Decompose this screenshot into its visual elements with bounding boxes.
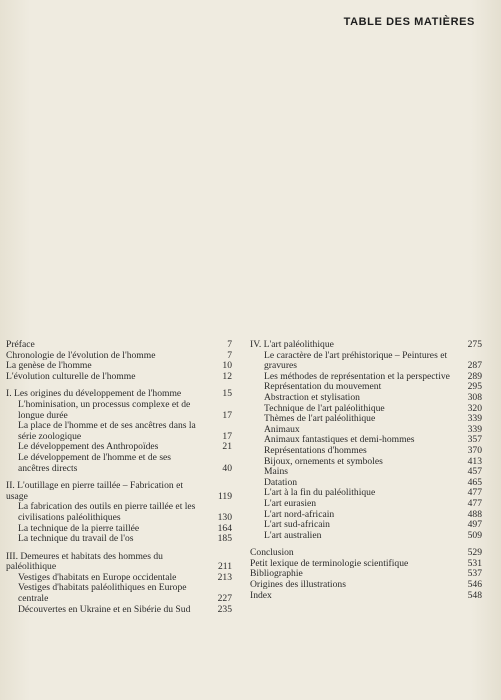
toc-entry [6, 372, 232, 383]
toc-entry-title: Animaux [264, 423, 300, 435]
toc-entry-title: Bibliographie [250, 568, 303, 580]
toc-entry-page: 457 [467, 466, 482, 478]
toc-entry-page: 465 [467, 476, 482, 488]
toc-entry-page: 7 [227, 339, 232, 350]
toc-entry [6, 583, 232, 604]
toc-entry-title: L'art eurasien [264, 497, 317, 509]
toc-entry-page: 295 [467, 381, 482, 393]
toc-entry [250, 531, 482, 542]
toc-entry-title: Animaux fantastiques et demi-hommes [264, 434, 415, 446]
toc-entry-title: IV. L'art paléolithique [250, 339, 334, 350]
toc-entry [250, 351, 482, 372]
toc-entry-title: Préface [6, 339, 35, 350]
toc-entry-title: Chronologie de l'évolution de l'homme [6, 349, 156, 361]
toc-entry-page: 17 [222, 430, 232, 442]
toc-entry-title: Le développement des Anthropoïdes [18, 441, 159, 453]
toc-entry-title: Vestiges d'habitats paléolithiques en Europe centrale [18, 582, 187, 605]
toc-entry-page: 289 [467, 370, 482, 382]
toc-entry [6, 340, 232, 351]
toc-entry-page: 287 [467, 360, 482, 372]
toc-entry-page: 357 [467, 434, 482, 446]
toc-entry-page: 40 [222, 462, 232, 474]
toc-entry-title: I. Les origines du développement de l'homme [6, 388, 182, 400]
toc-right-column [250, 340, 482, 601]
toc-entry-title: Le caractère de l'art préhistorique – Peintures et gravures [264, 349, 448, 372]
toc-entry-title: Mains [264, 466, 288, 478]
page-title: TABLE DES MATIÈRES [343, 16, 475, 28]
toc-entry-page: 213 [217, 571, 232, 583]
toc-entry-title: Abstraction et stylisation [264, 391, 360, 403]
toc-entry-page: 17 [222, 409, 232, 421]
toc-entry-title: II. L'outillage en pierre taillée – Fabrication et usage [6, 480, 184, 502]
toc-entry [250, 580, 482, 591]
toc-entry [250, 340, 482, 351]
toc-entry-title: Bijoux, ornements et symboles [264, 455, 383, 467]
toc-entry [6, 421, 232, 442]
toc-entry-page: 130 [217, 511, 232, 523]
toc-entry-title: La genèse de l'homme [6, 360, 92, 372]
toc-entry-title: Les méthodes de représentation et la perspective [264, 370, 450, 382]
toc-entry-title: L'art australien [264, 529, 322, 541]
toc-entry-title: La place de l'homme et de ses ancêtres dans la série zoologique [18, 420, 196, 442]
toc-entry [250, 499, 482, 510]
toc-entry-page: 21 [222, 441, 232, 453]
toc-entry [6, 400, 232, 421]
toc-entry-title: L'hominisation, un processus complexe et de longue durée [18, 398, 191, 421]
toc-entry-page: 12 [222, 370, 232, 382]
toc-entry-page: 509 [467, 529, 482, 541]
toc-entry-title: Petit lexique de terminologie scientifique [250, 557, 409, 569]
toc-entry [6, 481, 232, 502]
toc-entry-page: 7 [227, 349, 232, 361]
toc-entry-page: 488 [467, 508, 482, 520]
toc-entry-page: 10 [222, 360, 232, 372]
toc-entry-page: 477 [467, 487, 482, 499]
toc-entry-title: Technique de l'art paléolithique [264, 402, 385, 414]
toc-entry-page: 546 [467, 579, 482, 591]
toc-entry-page: 531 [467, 557, 482, 569]
toc-entry [6, 534, 232, 545]
toc-entry-title: Index [250, 589, 272, 601]
toc-entry-page: 211 [217, 561, 232, 573]
toc-entry-title: Représentations d'hommes [264, 444, 367, 456]
toc-entry-title: La fabrication des outils en pierre taillée et les civilisations paléolithiques [18, 501, 196, 523]
toc-entry-page: 497 [467, 519, 482, 531]
toc-entry-page: 370 [467, 444, 482, 456]
toc-entry-page: 339 [467, 413, 482, 425]
toc-entry [6, 605, 232, 616]
toc-entry-page: 548 [467, 589, 482, 601]
toc-entry [6, 453, 232, 474]
toc-entry [6, 502, 232, 523]
toc-entry-page: 308 [467, 391, 482, 403]
toc-entry-page: 537 [467, 568, 482, 580]
toc-entry [250, 446, 482, 457]
toc-entry-page: 413 [467, 455, 482, 467]
toc-entry-title: L'évolution culturelle de l'homme [6, 370, 136, 382]
toc-entry-title: Représentation du mouvement [264, 381, 382, 393]
toc-entry-page: 227 [217, 593, 232, 605]
toc-entry [250, 393, 482, 404]
toc-entry-page: 275 [467, 339, 482, 350]
toc-entry-page: 119 [217, 490, 232, 502]
toc-entry-title: Thèmes de l'art paléolithique [264, 413, 376, 425]
toc-entry-page: 529 [467, 547, 482, 559]
toc-entry-title: L'art nord-africain [264, 508, 335, 520]
toc-entry-title: Vestiges d'habitats en Europe occidentale [18, 571, 177, 583]
toc-entry-title: Conclusion [250, 547, 294, 559]
toc-entry [6, 552, 232, 573]
toc-entry-title: Origines des illustrations [250, 579, 346, 591]
toc-entry-page: 164 [217, 522, 232, 534]
toc-entry-title: Découvertes en Ukraine et en Sibérie du Sud [18, 603, 191, 615]
toc-entry-title: La technique du travail de l'os [18, 533, 134, 545]
toc-entry-title: La technique de la pierre taillée [18, 522, 140, 534]
toc-entry-page: 320 [467, 402, 482, 414]
toc-entry-title: L'art à la fin du paléolithique [264, 487, 376, 499]
toc-entry-title: Le développement de l'homme et de ses ancêtres directs [18, 451, 172, 474]
toc-entry-page: 339 [467, 423, 482, 435]
toc-entry-title: III. Demeures et habitats des hommes du paléolithique [6, 550, 163, 573]
toc-entry-page: 185 [217, 533, 232, 545]
toc-entry-page: 15 [222, 388, 232, 400]
toc-entry-page: 235 [217, 603, 232, 615]
toc-entry [250, 591, 482, 602]
toc-entry-title: Datation [264, 476, 298, 488]
toc-entry-title: L'art sud-africain [264, 519, 330, 531]
toc-entry-page: 477 [467, 497, 482, 509]
toc-left-column [6, 340, 232, 615]
